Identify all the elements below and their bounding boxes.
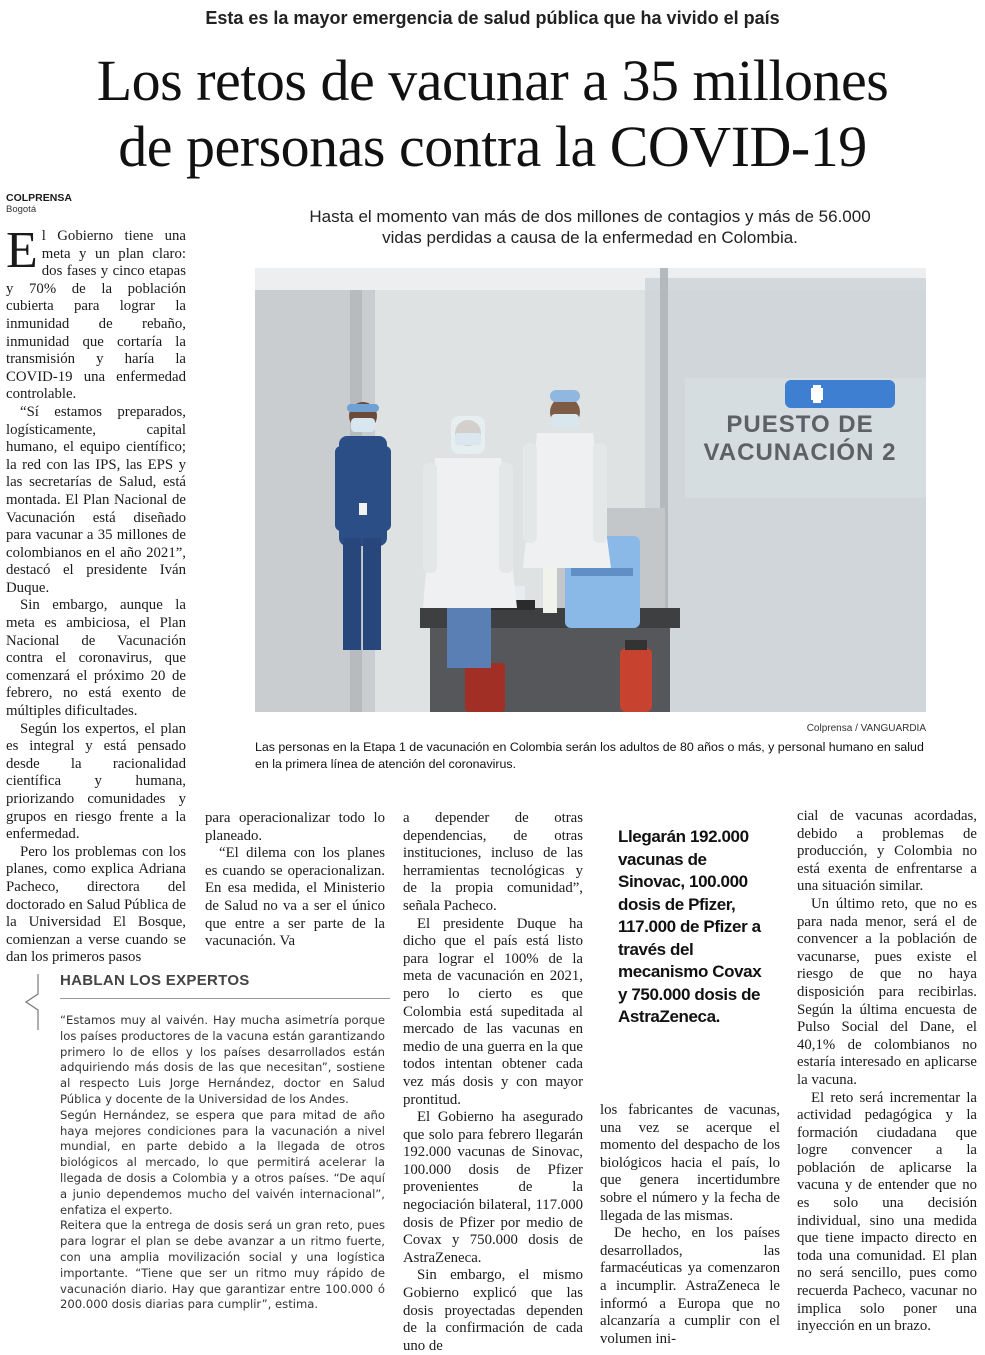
- article-paragraph: Sin embargo, el mismo Gobierno explicó que las dosis proyectadas dependen de la confirmación de cada uno de: [403, 1267, 583, 1354]
- drop-cap: E: [6, 222, 38, 279]
- article-paragraph: El reto será incrementar la actividad pedagógica y la formación ciudadana que logre convencer a la población de aplicarse la vacuna y de entender que no es solo una decisión individual, sino una medida que tiene impacto directo en toda una comunidad. El plan no será sencillo, pues como recuerda Pacheco, vacunar no implica solo poner una inyección en un brazo.: [797, 1089, 977, 1335]
- sign-line-2: VACUNACIÓN 2: [703, 439, 897, 466]
- article-paragraph: los fabricantes de vacunas, una vez se acerque el momento del despacho de los biológicos hacia el país, lo que genera incertidumbre sobre el número y la fecha de llegada de las mismas.: [600, 1102, 780, 1224]
- experts-divider: [60, 998, 390, 999]
- experts-paragraph: Según Hernández, se espera que para mitad de año haya mejores condiciones para la vacunación a nivel mundial, en parte debido a la llegada de otros biológicos al mercado, lo que permitirá acelerar la llegada de dosis a Colombia y a otros países. “De aquí a junio dependemos mucho del vaivén internacional”, enfatiza el experto.: [60, 1107, 385, 1217]
- article-paragraph: Pero los problemas con los planes, como explica Adriana Pacheco, directora del doctorado en Salud Pública de la Universidad El Bosque, comienzan a verse cuando se dan los primeros pasos: [6, 843, 186, 966]
- byline: [6, 192, 72, 215]
- article-paragraph: El presidente Duque ha dicho que el país está listo para lograr el 100% de la meta de vacunación en 2021, pero lo cierto es que Colombia está supeditada al mercado de las vacunas en medio de una guerra en la que todos intentan obtener cada vez más dosis y con mayor prontitud.: [403, 915, 583, 1108]
- article-paragraph: Sin embargo, aunque la meta es ambiciosa, el Plan Nacional de Vacunación contra el coronavirus, que comenzará el próximo 20 de febrero, no está exento de múltiples dificultades.: [6, 597, 186, 720]
- sign-line-1: PUESTO DE: [726, 411, 874, 438]
- vaccination-scene-illustration: [255, 268, 926, 712]
- article-paragraph: El Gobierno tiene una meta y un plan claro: dos fases y cinco etapas y 70% de la población cubierta para lograr la inmunidad de rebaño, inmunidad que cortaría la transmisión y haría la COVID-19 una enfermedad controlable.: [6, 222, 186, 403]
- experts-box-title: HABLAN LOS EXPERTOS: [60, 972, 250, 989]
- vaccination-photo: [255, 268, 926, 712]
- article-column-1: [6, 222, 186, 967]
- sign-text: [685, 411, 915, 467]
- article-paragraph: El Gobierno ha asegurado que solo para febrero llegarán 192.000 vacunas de Sinovac, 100.000 dosis de Pfizer provenientes de la negociación bilateral, 117.000 dosis de Pfizer por medio de Covax y 750.000 dosis de AstraZeneca.: [403, 1109, 583, 1266]
- subhead-line-2: vidas perdidas a causa de la enfermedad en Colombia.: [382, 228, 798, 247]
- article-column-5: [797, 808, 977, 1336]
- article-paragraph: Un último reto, que no es para nada menor, será el de convencer a la población de vacunarse, pues existe el riesgo de que no haya disposición para recibirlas. Según la última encuesta de Pulso Social del Dane, el 40,1% de colombianos no estaría interesado en aplicarse la vacuna.: [797, 895, 977, 1088]
- article-paragraph: a depender de otras dependencias, de otras instituciones, incluso de las herramientas tecnológicas y de la propia comunidad”, señala Pacheco.: [403, 810, 583, 914]
- article-paragraph: Según los expertos, el plan es integral y está pensado desde la racionalidad científica y humana, priorizando comunidades y grupos en riesgo frente a la enfermedad.: [6, 720, 186, 843]
- article-paragraph: para operacionalizar todo lo planeado.: [205, 810, 385, 844]
- experts-paragraph: Reitera que la entrega de dosis será un gran reto, pues para lograr el plan se debe avanzar a un ritmo fuerte, con una amplia movilización social y una logística importante. “Tiene que ser un ritmo muy rápido de vacunación diario. Hay que garantizar entre 100.000 ó 200.000 dosis diarias para cumplir”, estima.: [60, 1218, 385, 1312]
- article-paragraph: “El dilema con los planes es cuando se operacionalizan. En esa medida, el Ministerio de Salud no va a ser el único que entre a ser parte de la vacunación. Va: [205, 845, 385, 950]
- experts-paragraph: “Estamos muy al vaivén. Hay mucha asimetría porque los países productores de la vacuna están garantizando primero lo de ellos y los países desarrollados están adquiriendo más dosis de las que necesitan”, sostiene al respecto Luis Jorge Hernández, doctor en Salud Pública y docente de la Universidad de los Andes.: [60, 1013, 385, 1106]
- headline-line-1: Los retos de vacunar a 35 millones: [96, 48, 889, 113]
- article-paragraph: “Sí estamos preparados, logísticamente, capital humano, el equipo científico; la red con las IPS, las EPS y las secretarías de Salud, está montada. El Plan Nacional de Vacunación está diseñado para vacunar a 35 millones de colombianos en el año 2021”, destacó el presidente Iván Duque.: [6, 403, 186, 596]
- experts-box-body: [60, 1013, 385, 1313]
- subhead-line-1: Hasta el momento van más de dos millones de contagios y más de 56.000: [309, 207, 871, 226]
- article-column-3: [403, 810, 583, 1355]
- photo-caption: Las personas en la Etapa 1 de vacunación en Colombia serán los adultos de 80 años o más, y personal humano en salud en la primera línea de atención del coronavirus.: [255, 740, 924, 771]
- article-paragraph: cial de vacunas acordadas, debido a problemas de producción, y Colombia no está exenta de enfrentarse a una situación similar.: [797, 808, 977, 895]
- article-column-4: [600, 1102, 780, 1348]
- headline-line-2: de personas contra la COVID-19: [118, 114, 867, 179]
- kicker: Esta es la mayor emergencia de salud pública que ha vivido el país: [205, 8, 780, 28]
- bracket-ornament: [18, 972, 48, 1032]
- byline-city: Bogotá: [6, 204, 37, 215]
- subhead: [255, 206, 925, 248]
- pull-quote: Llegarán 192.000 vacunas de Sinovac, 100.000 dosis de Pfizer, 117.000 de Pfizer a través del mecanismo Covax y 750.000 dosis de AstraZeneca.: [618, 827, 762, 1026]
- photo-credit: Colprensa / VANGUARDIA: [806, 723, 926, 734]
- headline: [20, 48, 965, 180]
- article-column-2: [205, 810, 385, 951]
- byline-agency: COLPRENSA: [6, 192, 72, 204]
- article-paragraph: De hecho, en los países desarrollados, las farmacéuticas ya comenzaron a incumplir. AstraZeneca le informó a Europa que no alcanzaría a cumplir con el volumen ini-: [600, 1225, 780, 1347]
